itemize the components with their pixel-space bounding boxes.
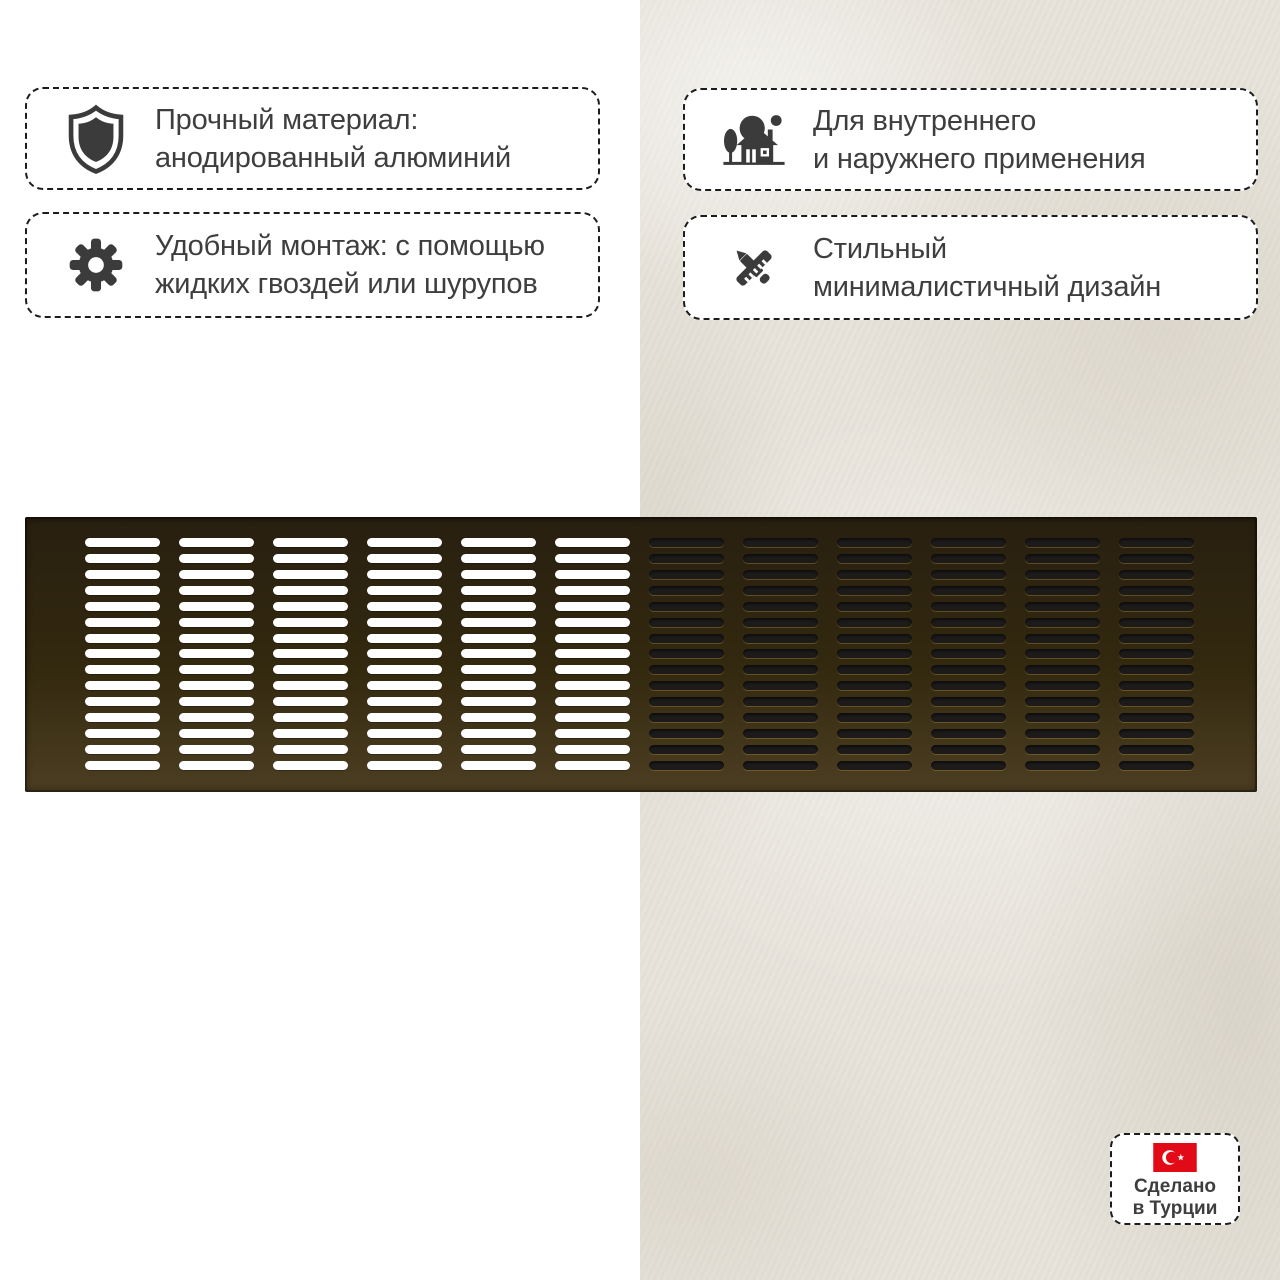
vent-slot-dark xyxy=(1025,761,1100,770)
feature-box-mounting xyxy=(25,212,600,318)
vent-slot-light xyxy=(555,602,630,611)
vent-slot-light xyxy=(367,538,442,547)
vent-slot-dark xyxy=(649,602,724,611)
vent-slot-dark xyxy=(931,586,1006,595)
vent-slot-dark xyxy=(1025,538,1100,547)
feature-text-mounting xyxy=(155,227,545,303)
vent-slot-light xyxy=(273,634,348,643)
vent-slot-light xyxy=(367,554,442,563)
vent-slot-dark xyxy=(837,602,912,611)
vent-slot-light xyxy=(555,761,630,770)
vent-slot-dark xyxy=(1119,586,1194,595)
vent-slot-dark xyxy=(1025,713,1100,722)
vent-slot-dark xyxy=(1025,586,1100,595)
vent-slot-light xyxy=(461,586,536,595)
vent-slot-dark xyxy=(931,618,1006,627)
vent-slot-dark xyxy=(743,618,818,627)
house-tree-icon xyxy=(721,111,787,169)
grille-slots xyxy=(85,538,1194,770)
feature-box-material xyxy=(25,87,600,190)
slot-column xyxy=(649,538,724,770)
vent-slot-dark xyxy=(931,761,1006,770)
feature-box-usage xyxy=(683,88,1258,191)
vent-slot-dark xyxy=(743,554,818,563)
slot-column xyxy=(555,538,630,770)
made-in-line: Сделано xyxy=(1133,1176,1217,1197)
vent-slot-light xyxy=(555,681,630,690)
turkey-flag-icon xyxy=(1153,1143,1197,1172)
slot-column xyxy=(273,538,348,770)
vent-slot-dark xyxy=(1025,681,1100,690)
vent-slot-light xyxy=(273,665,348,674)
vent-slot-dark xyxy=(743,745,818,754)
vent-slot-light xyxy=(85,618,160,627)
feature-line: Для внутреннего xyxy=(813,104,1037,137)
vent-slot-light xyxy=(179,634,254,643)
vent-slot-dark xyxy=(743,586,818,595)
vent-slot-dark xyxy=(931,634,1006,643)
vent-slot-dark xyxy=(931,554,1006,563)
vent-slot-dark xyxy=(649,713,724,722)
vent-slot-dark xyxy=(743,665,818,674)
vent-slot-dark xyxy=(1025,618,1100,627)
vent-slot-light xyxy=(461,538,536,547)
vent-slot-dark xyxy=(1025,665,1100,674)
vent-slot-light xyxy=(367,649,442,658)
vent-slot-dark xyxy=(649,729,724,738)
vent-slot-light xyxy=(273,681,348,690)
vent-slot-dark xyxy=(931,681,1006,690)
vent-slot-light xyxy=(367,602,442,611)
vent-slot-light xyxy=(367,681,442,690)
vent-slot-dark xyxy=(649,634,724,643)
vent-slot-light xyxy=(273,745,348,754)
vent-slot-light xyxy=(179,761,254,770)
vent-slot-light xyxy=(85,570,160,579)
vent-slot-dark xyxy=(649,538,724,547)
vent-slot-light xyxy=(273,729,348,738)
vent-slot-light xyxy=(555,713,630,722)
vent-slot-light xyxy=(85,554,160,563)
vent-slot-light xyxy=(85,697,160,706)
vent-slot-light xyxy=(555,618,630,627)
vent-slot-light xyxy=(273,586,348,595)
slot-column xyxy=(931,538,1006,770)
vent-slot-dark xyxy=(837,697,912,706)
feature-text-material xyxy=(155,101,511,177)
vent-slot-light xyxy=(555,729,630,738)
vent-slot-light xyxy=(461,713,536,722)
vent-slot-dark xyxy=(837,554,912,563)
vent-slot-light xyxy=(461,570,536,579)
vent-slot-light xyxy=(461,634,536,643)
vent-slot-light xyxy=(367,570,442,579)
made-in-line: в Турции xyxy=(1132,1198,1218,1219)
vent-slot-light xyxy=(461,554,536,563)
vent-slot-dark xyxy=(931,745,1006,754)
vent-slot-light xyxy=(555,538,630,547)
vent-slot-light xyxy=(461,729,536,738)
vent-slot-dark xyxy=(1119,649,1194,658)
vent-slot-dark xyxy=(931,649,1006,658)
vent-slot-dark xyxy=(931,713,1006,722)
vent-slot-light xyxy=(461,602,536,611)
vent-slot-light xyxy=(85,681,160,690)
vent-slot-light xyxy=(85,602,160,611)
vent-slot-light xyxy=(179,681,254,690)
vent-slot-dark xyxy=(837,618,912,627)
ventilation-grille-image xyxy=(25,517,1257,792)
vent-slot-light xyxy=(179,745,254,754)
vent-slot-light xyxy=(179,729,254,738)
vent-slot-dark xyxy=(1119,570,1194,579)
vent-slot-dark xyxy=(1119,745,1194,754)
vent-slot-dark xyxy=(743,729,818,738)
vent-slot-dark xyxy=(743,761,818,770)
vent-slot-light xyxy=(179,570,254,579)
vent-slot-dark xyxy=(649,649,724,658)
vent-slot-dark xyxy=(1119,618,1194,627)
vent-slot-light xyxy=(555,570,630,579)
vent-slot-light xyxy=(367,634,442,643)
gear-icon xyxy=(63,237,129,293)
vent-slot-light xyxy=(179,713,254,722)
vent-slot-dark xyxy=(1025,729,1100,738)
vent-slot-dark xyxy=(837,538,912,547)
vent-slot-dark xyxy=(649,665,724,674)
feature-line: анодированный алюминий xyxy=(155,141,511,174)
vent-slot-dark xyxy=(743,570,818,579)
pencil-ruler-icon xyxy=(721,240,787,296)
vent-slot-light xyxy=(179,586,254,595)
vent-slot-dark xyxy=(743,697,818,706)
vent-slot-light xyxy=(85,634,160,643)
vent-slot-light xyxy=(273,538,348,547)
feature-box-design xyxy=(683,215,1258,320)
slot-column xyxy=(367,538,442,770)
vent-slot-light xyxy=(461,665,536,674)
slot-column xyxy=(1025,538,1100,770)
vent-slot-dark xyxy=(931,665,1006,674)
vent-slot-dark xyxy=(649,745,724,754)
vent-slot-light xyxy=(85,729,160,738)
slot-column xyxy=(743,538,818,770)
vent-slot-light xyxy=(461,649,536,658)
vent-slot-light xyxy=(179,649,254,658)
vent-slot-dark xyxy=(837,681,912,690)
vent-slot-light xyxy=(555,649,630,658)
vent-slot-dark xyxy=(649,586,724,595)
made-in-badge xyxy=(1110,1133,1240,1225)
vent-slot-dark xyxy=(1119,697,1194,706)
vent-slot-dark xyxy=(743,681,818,690)
vent-slot-light xyxy=(367,697,442,706)
vent-slot-light xyxy=(85,649,160,658)
vent-slot-light xyxy=(273,554,348,563)
vent-slot-light xyxy=(555,586,630,595)
vent-slot-light xyxy=(85,761,160,770)
vent-slot-light xyxy=(273,697,348,706)
vent-slot-dark xyxy=(931,538,1006,547)
vent-slot-dark xyxy=(837,586,912,595)
vent-slot-dark xyxy=(837,634,912,643)
vent-slot-light xyxy=(461,618,536,627)
slot-column xyxy=(461,538,536,770)
vent-slot-dark xyxy=(1119,602,1194,611)
feature-line: Прочный материал: xyxy=(155,103,419,136)
feature-text-usage xyxy=(813,102,1145,178)
vent-slot-light xyxy=(273,618,348,627)
feature-line: Стильный xyxy=(813,232,947,265)
vent-slot-dark xyxy=(1025,649,1100,658)
vent-slot-light xyxy=(273,649,348,658)
vent-slot-light xyxy=(179,538,254,547)
vent-slot-dark xyxy=(1025,554,1100,563)
vent-slot-dark xyxy=(1119,634,1194,643)
vent-slot-dark xyxy=(837,649,912,658)
vent-slot-dark xyxy=(649,681,724,690)
vent-slot-dark xyxy=(1119,681,1194,690)
feature-line: минималистичный дизайн xyxy=(813,270,1162,303)
vent-slot-dark xyxy=(837,729,912,738)
vent-slot-dark xyxy=(649,697,724,706)
vent-slot-dark xyxy=(743,713,818,722)
feature-line: жидких гвоздей или шурупов xyxy=(155,268,538,300)
vent-slot-light xyxy=(461,761,536,770)
made-in-text xyxy=(1133,1176,1218,1220)
vent-slot-dark xyxy=(743,634,818,643)
vent-slot-light xyxy=(555,634,630,643)
feature-line: Удобный монтаж: с помощью xyxy=(155,230,545,262)
vent-slot-light xyxy=(367,665,442,674)
vent-slot-dark xyxy=(649,570,724,579)
vent-slot-dark xyxy=(837,761,912,770)
vent-slot-light xyxy=(555,697,630,706)
slot-column xyxy=(837,538,912,770)
feature-line: и наружнего применения xyxy=(813,142,1146,175)
vent-slot-dark xyxy=(649,554,724,563)
vent-slot-dark xyxy=(837,745,912,754)
vent-slot-dark xyxy=(1025,697,1100,706)
vent-slot-dark xyxy=(931,602,1006,611)
vent-slot-light xyxy=(85,745,160,754)
vent-slot-dark xyxy=(1119,713,1194,722)
vent-slot-light xyxy=(273,570,348,579)
vent-slot-dark xyxy=(1025,634,1100,643)
vent-slot-light xyxy=(367,713,442,722)
vent-slot-light xyxy=(85,586,160,595)
vent-slot-dark xyxy=(837,570,912,579)
vent-slot-light xyxy=(179,665,254,674)
vent-slot-dark xyxy=(931,697,1006,706)
vent-slot-light xyxy=(367,618,442,627)
vent-slot-light xyxy=(461,681,536,690)
vent-slot-light xyxy=(179,554,254,563)
vent-slot-dark xyxy=(743,602,818,611)
vent-slot-light xyxy=(367,761,442,770)
vent-slot-dark xyxy=(649,761,724,770)
vent-slot-light xyxy=(273,761,348,770)
vent-slot-light xyxy=(273,713,348,722)
shield-icon xyxy=(63,104,129,174)
vent-slot-dark xyxy=(837,665,912,674)
vent-slot-dark xyxy=(1119,554,1194,563)
vent-slot-dark xyxy=(1119,729,1194,738)
vent-slot-light xyxy=(85,538,160,547)
vent-slot-light xyxy=(555,554,630,563)
vent-slot-light xyxy=(85,665,160,674)
slot-column xyxy=(1119,538,1194,770)
vent-slot-dark xyxy=(1119,538,1194,547)
vent-slot-dark xyxy=(837,713,912,722)
vent-slot-light xyxy=(367,745,442,754)
feature-text-design xyxy=(813,230,1161,306)
vent-slot-dark xyxy=(1025,570,1100,579)
vent-slot-dark xyxy=(743,538,818,547)
vent-slot-dark xyxy=(743,649,818,658)
vent-slot-light xyxy=(461,697,536,706)
vent-slot-dark xyxy=(1119,761,1194,770)
vent-slot-light xyxy=(273,602,348,611)
vent-slot-dark xyxy=(649,618,724,627)
vent-slot-light xyxy=(179,697,254,706)
vent-slot-light xyxy=(461,745,536,754)
vent-slot-light xyxy=(179,602,254,611)
vent-slot-dark xyxy=(931,729,1006,738)
vent-slot-dark xyxy=(1025,745,1100,754)
vent-slot-dark xyxy=(1025,602,1100,611)
vent-slot-light xyxy=(555,665,630,674)
vent-slot-light xyxy=(555,745,630,754)
slot-column xyxy=(85,538,160,770)
vent-slot-light xyxy=(367,729,442,738)
slot-column xyxy=(179,538,254,770)
vent-slot-light xyxy=(85,713,160,722)
vent-slot-dark xyxy=(1119,665,1194,674)
vent-slot-dark xyxy=(931,570,1006,579)
vent-slot-light xyxy=(179,618,254,627)
vent-slot-light xyxy=(367,586,442,595)
